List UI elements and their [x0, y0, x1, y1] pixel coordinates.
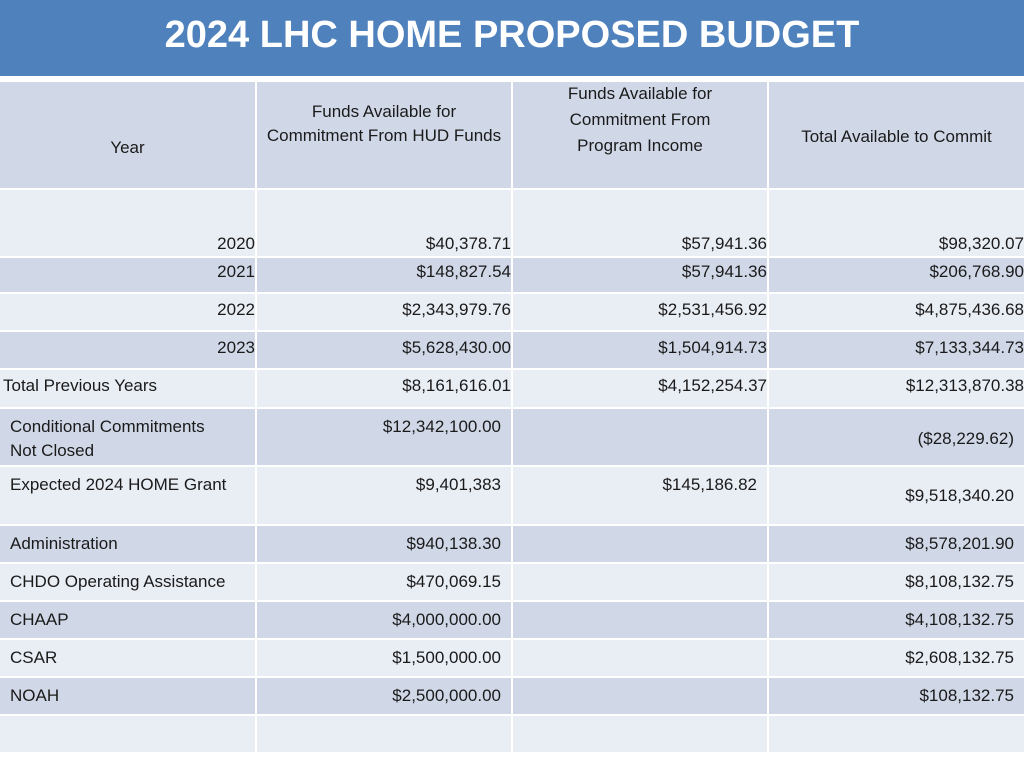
total-cell: $108,132.75 — [769, 678, 1024, 714]
year-cell: 2022 — [0, 294, 255, 330]
hud-cell: $9,401,383 — [257, 467, 511, 524]
year-cell: 2023 — [0, 332, 255, 368]
header-total: Total Available to Commit — [801, 127, 992, 146]
table-row — [0, 190, 1024, 256]
program-income-cell — [513, 526, 767, 562]
program-income-cell — [513, 640, 767, 676]
hud-cell: $8,161,616.01 — [257, 370, 511, 407]
allocation-row — [0, 526, 1024, 562]
table-row — [0, 332, 1024, 368]
table-row — [0, 258, 1024, 292]
total-cell: $9,518,340.20 — [769, 467, 1024, 524]
hud-cell: $40,378.71 — [257, 190, 511, 256]
hud-cell: $2,343,979.76 — [257, 294, 511, 330]
header-year-cell — [0, 82, 255, 188]
allocation-label: CHDO Operating Assistance — [0, 564, 255, 600]
total-cell: $12,313,870.38 — [769, 370, 1024, 407]
total-cell: $7,133,344.73 — [769, 332, 1024, 368]
empty-row — [0, 716, 1024, 752]
header-hud-line2: Commitment From HUD Funds — [266, 126, 502, 145]
program-income-cell: $2,531,456.92 — [513, 294, 767, 330]
hud-cell: $1,500,000.00 — [257, 640, 511, 676]
hud-cell: $940,138.30 — [257, 526, 511, 562]
empty-cell — [513, 716, 767, 752]
program-income-cell — [513, 564, 767, 600]
program-income-cell: $145,186.82 — [513, 467, 767, 524]
allocation-label: Administration — [0, 526, 255, 562]
table-header-row — [0, 82, 1024, 188]
header-pi-line2: Commitment From — [569, 110, 711, 129]
allocation-label: CSAR — [0, 640, 255, 676]
expected-grant-row — [0, 467, 1024, 524]
total-cell: $8,108,132.75 — [769, 564, 1024, 600]
hud-cell: $5,628,430.00 — [257, 332, 511, 368]
allocation-row — [0, 640, 1024, 676]
hud-cell: $4,000,000.00 — [257, 602, 511, 638]
conditional-label-line1: Conditional Commitments — [10, 417, 205, 436]
allocation-row — [0, 678, 1024, 714]
header-total-cell — [769, 82, 1024, 188]
program-income-cell — [513, 602, 767, 638]
header-pi-line3: Program Income — [577, 136, 703, 155]
total-cell: ($28,229.62) — [769, 409, 1024, 465]
total-cell: $98,320.07 — [769, 190, 1024, 256]
hud-cell: $148,827.54 — [257, 258, 511, 292]
total-cell: $4,108,132.75 — [769, 602, 1024, 638]
year-cell: 2021 — [0, 258, 255, 292]
program-income-cell: $57,941.36 — [513, 190, 767, 256]
total-cell: $206,768.90 — [769, 258, 1024, 292]
hud-cell: $12,342,100.00 — [257, 409, 511, 465]
header-hud-cell — [257, 82, 511, 188]
total-cell: $4,875,436.68 — [769, 294, 1024, 330]
empty-cell — [0, 716, 255, 752]
total-cell: $8,578,201.90 — [769, 526, 1024, 562]
total-previous-label: Total Previous Years — [0, 370, 255, 407]
hud-cell: $2,500,000.00 — [257, 678, 511, 714]
program-income-cell — [513, 678, 767, 714]
conditional-row — [0, 409, 1024, 465]
expected-grant-label: Expected 2024 HOME Grant — [0, 467, 255, 524]
hud-cell: $470,069.15 — [257, 564, 511, 600]
total-cell: $2,608,132.75 — [769, 640, 1024, 676]
program-income-cell: $57,941.36 — [513, 258, 767, 292]
conditional-label-line2: Not Closed — [10, 441, 95, 460]
header-pi-line1: Funds Available for — [567, 84, 713, 103]
table-row — [0, 294, 1024, 330]
empty-cell — [257, 716, 511, 752]
program-income-cell: $4,152,254.37 — [513, 370, 767, 407]
program-income-cell: $1,504,914.73 — [513, 332, 767, 368]
year-cell: 2020 — [0, 190, 255, 256]
title-bar — [0, 0, 1024, 78]
allocation-row — [0, 602, 1024, 638]
allocation-label: NOAH — [0, 678, 255, 714]
page-title: 2024 LHC HOME PROPOSED BUDGET — [164, 14, 860, 56]
program-income-cell — [513, 409, 767, 465]
total-previous-row — [0, 370, 1024, 407]
header-year: Year — [110, 138, 145, 157]
header-pi-cell — [513, 82, 767, 188]
empty-cell — [769, 716, 1024, 752]
allocation-label: CHAAP — [0, 602, 255, 638]
header-hud-line1: Funds Available for — [311, 102, 457, 121]
conditional-label-cell — [0, 409, 255, 465]
allocation-row — [0, 564, 1024, 600]
